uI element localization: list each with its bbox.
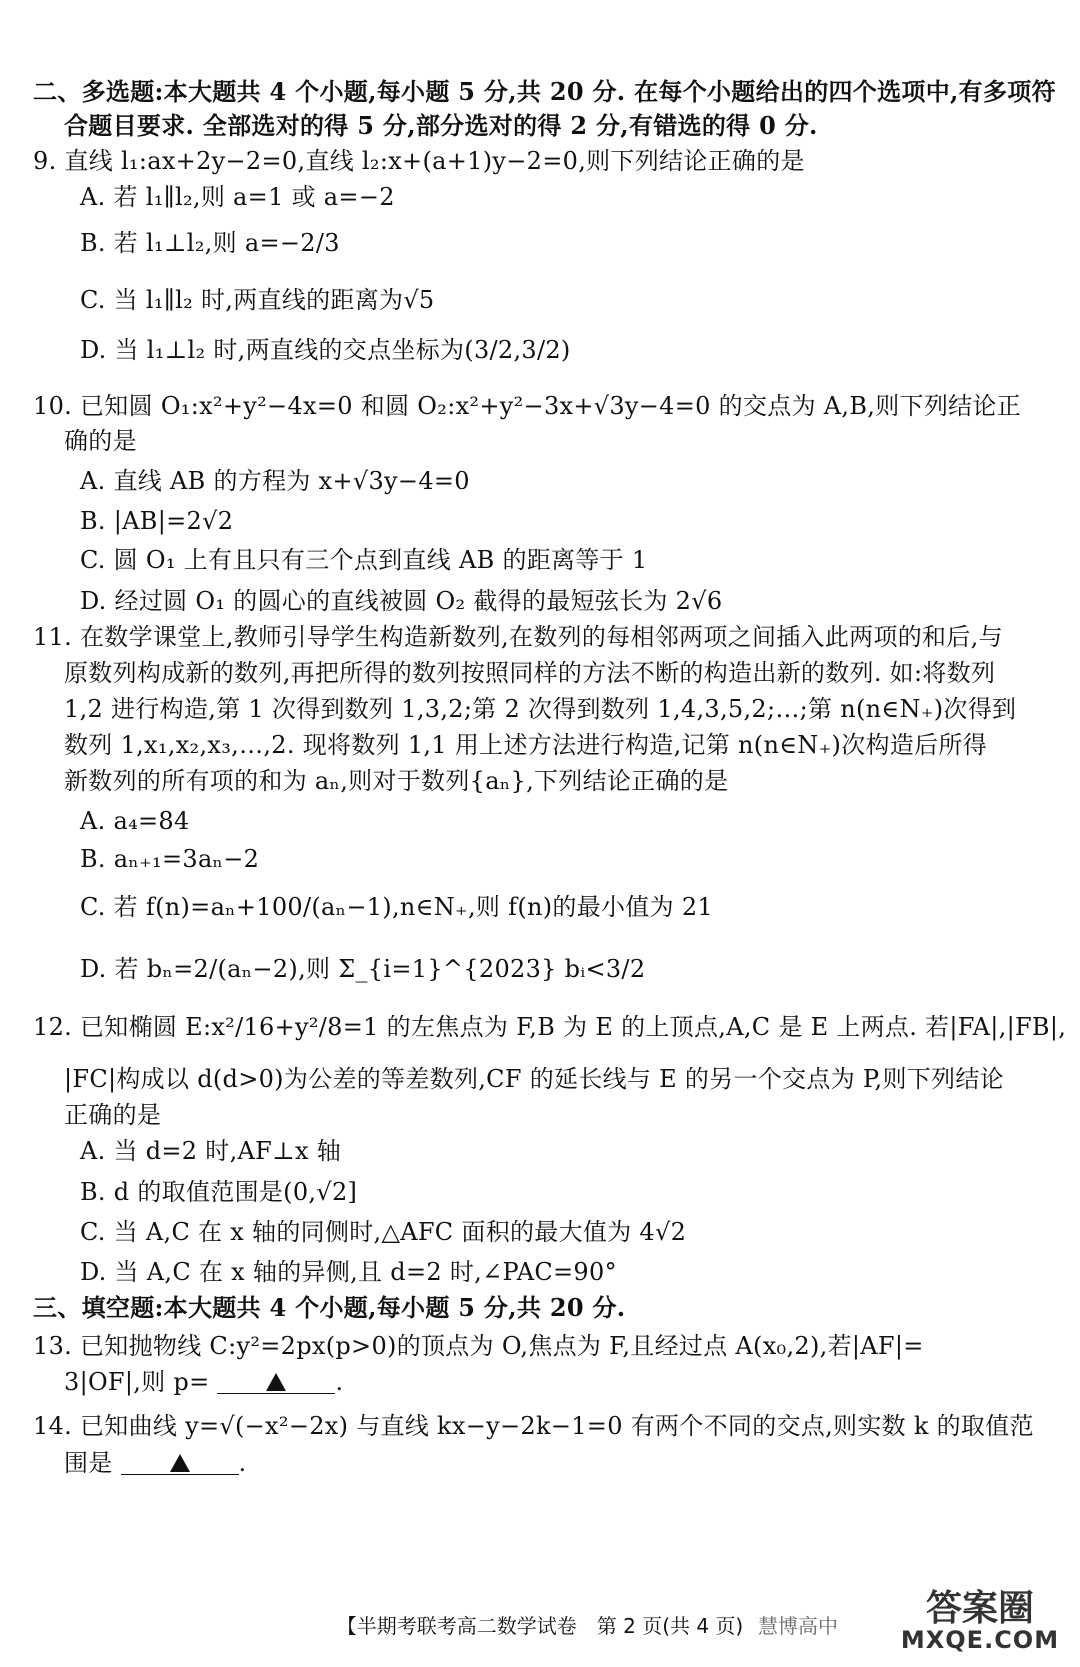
q10-option-c: C. 圆 O₁ 上有且只有三个点到直线 AB 的距离等于 1 — [80, 546, 648, 574]
q12-option-c: C. 当 A,C 在 x 轴的同侧时,△AFC 面积的最大值为 4√2 — [80, 1218, 687, 1246]
q11-option-c: C. 若 f(n)=aₙ+100/(aₙ−1),n∈N₊,则 f(n)的最小值为 21 — [80, 893, 713, 921]
footer-side-text: 慧博高中 — [758, 1614, 838, 1638]
q13-stem-line2 — [64, 1367, 343, 1397]
q10-stem-line2: 确的是 — [64, 427, 137, 455]
section2-heading-line2: 合题目要求. 全部选对的得 5 分,部分选对的得 2 分,有错选的得 0 分. — [64, 111, 818, 140]
q12-option-d: D. 当 A,C 在 x 轴的异侧,且 d=2 时,∠PAC=90° — [80, 1258, 617, 1286]
q9-stem: 9. 直线 l₁:ax+2y−2=0,直线 l₂:x+(a+1)y−2=0,则下列结论正确的是 — [33, 147, 805, 175]
q14-stem-line2 — [64, 1448, 246, 1478]
q14-stem-line1: 14. 已知曲线 y=√(−x²−2x) 与直线 kx−y−2k−1=0 有两个不同的交点,则实数 k 的取值范 — [33, 1412, 1034, 1440]
q10-option-d: D. 经过圆 O₁ 的圆心的直线被圆 O₂ 截得的最短弦长为 2√6 — [80, 587, 723, 615]
q11-stem-line5: 新数列的所有项的和为 aₙ,则对于数列{aₙ},下列结论正确的是 — [64, 767, 729, 795]
q11-stem-line4: 数列 1,x₁,x₂,x₃,…,2. 现将数列 1,1 用上述方法进行构造,记第 n(n∈N₊)次构造后所得 — [64, 731, 987, 759]
section2-heading-line1: 二、多选题:本大题共 4 个小题,每小题 5 分,共 20 分. 在每个小题给出的四个选项中,有多项符 — [33, 77, 1056, 106]
q13-answer-blank — [217, 1367, 335, 1394]
q12-option-a: A. 当 d=2 时,AF⊥x 轴 — [80, 1137, 342, 1165]
q9-option-c: C. 当 l₁∥l₂ 时,两直线的距离为√5 — [80, 286, 435, 314]
q11-option-d: D. 若 bₙ=2/(aₙ−2),则 Σ_{i=1}^{2023} bᵢ<3/2 — [80, 955, 646, 983]
section3-heading: 三、填空题:本大题共 4 个小题,每小题 5 分,共 20 分. — [33, 1293, 626, 1322]
q12-stem-line1: 12. 已知椭圆 E:x²/16+y²/8=1 的左焦点为 F,B 为 E 的上顶点,A,C 是 E 上两点. 若|FA|,|FB|, — [33, 1013, 1067, 1041]
watermark-logo — [890, 1580, 1070, 1660]
q9-option-b: B. 若 l₁⊥l₂,则 a=−2/3 — [80, 229, 340, 257]
q11-option-a: A. a₄=84 — [80, 807, 190, 835]
watermark-url: MXQE.COM — [900, 1626, 1060, 1654]
q13-stem-text: 3|OF|,则 p= — [64, 1368, 210, 1396]
q11-stem-line1: 11. 在数学课堂上,教师引导学生构造新数列,在数列的每相邻两项之间插入此两项的和后,与 — [33, 623, 1003, 651]
q14-stem-text: 围是 — [64, 1449, 113, 1477]
triangle-icon — [266, 1373, 286, 1391]
q10-stem-line1: 10. 已知圆 O₁:x²+y²−4x=0 和圆 O₂:x²+y²−3x+√3y−4=0 的交点为 A,B,则下列结论正 — [33, 392, 1022, 420]
q14-stem-end: . — [238, 1449, 247, 1477]
q13-stem-line1: 13. 已知抛物线 C:y²=2px(p>0)的顶点为 O,焦点为 F,且经过点 A(x₀,2),若|AF|= — [33, 1332, 924, 1360]
q13-stem-end: . — [335, 1368, 344, 1396]
q9-option-a: A. 若 l₁∥l₂,则 a=1 或 a=−2 — [80, 183, 395, 211]
q11-option-b: B. aₙ₊₁=3aₙ−2 — [80, 845, 260, 873]
q12-option-b: B. d 的取值范围是(0,√2] — [80, 1178, 358, 1206]
triangle-icon — [170, 1454, 190, 1472]
q9-option-d: D. 当 l₁⊥l₂ 时,两直线的交点坐标为(3/2,3/2) — [80, 336, 571, 364]
watermark-title: 答案圈 — [925, 1588, 1034, 1629]
q14-answer-blank — [121, 1448, 239, 1475]
q12-stem-line2: |FC|构成以 d(d>0)为公差的等差数列,CF 的延长线与 E 的另一个交点为 P,则下列结论 — [64, 1065, 1004, 1093]
q11-stem-line3: 1,2 进行构造,第 1 次得到数列 1,3,2;第 2 次得到数列 1,4,3,5,2;…;第 n(n∈N₊)次得到 — [64, 695, 1017, 723]
page-footer: 【半期考联考高二数学试卷 第 2 页(共 4 页) — [336, 1614, 744, 1638]
q11-stem-line2: 原数列构成新的数列,再把所得的数列按照同样的方法不断的构造出新的数列. 如:将数列 — [64, 659, 996, 687]
q10-option-a: A. 直线 AB 的方程为 x+√3y−4=0 — [80, 467, 470, 495]
q12-stem-line3: 正确的是 — [64, 1101, 162, 1129]
q10-option-b: B. |AB|=2√2 — [80, 507, 234, 535]
